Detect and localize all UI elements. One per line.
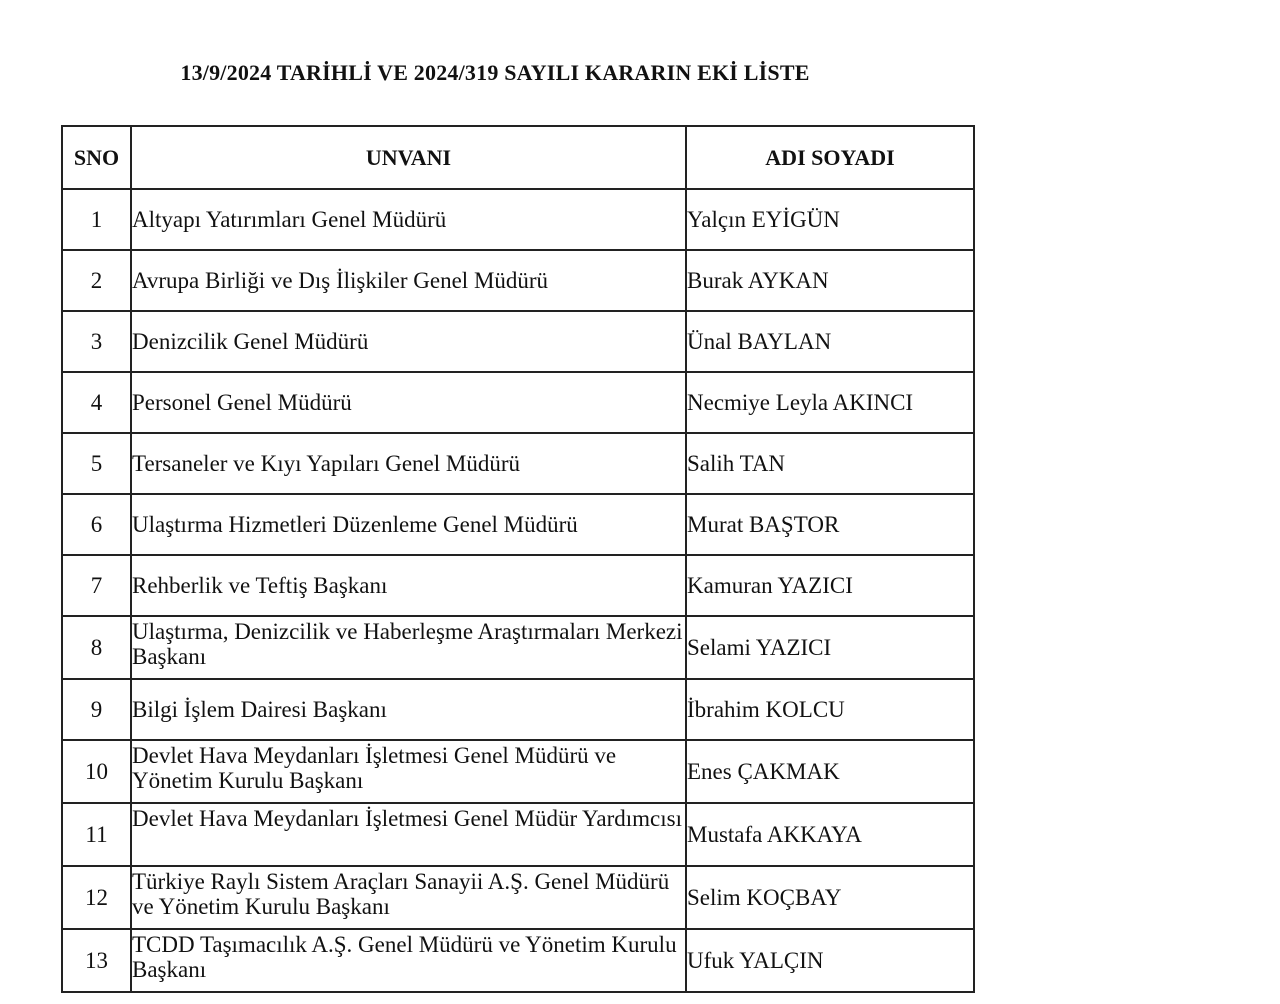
row-unvani: Avrupa Birliği ve Dış İlişkiler Genel Müdürü: [131, 250, 686, 311]
table-row: [62, 679, 974, 740]
row-sno: 4: [62, 372, 131, 433]
row-unvani: Ulaştırma Hizmetleri Düzenleme Genel Müdürü: [131, 494, 686, 555]
row-unvani: Rehberlik ve Teftiş Başkanı: [131, 555, 686, 616]
row-adi-soyadi: Mustafa AKKAYA: [686, 803, 974, 866]
header-sno: SNO: [62, 126, 131, 189]
row-unvani: Personel Genel Müdürü: [131, 372, 686, 433]
row-adi-soyadi: Selim KOÇBAY: [686, 866, 974, 929]
row-adi-soyadi: İbrahim KOLCU: [686, 679, 974, 740]
row-sno: 6: [62, 494, 131, 555]
row-unvani: Bilgi İşlem Dairesi Başkanı: [131, 679, 686, 740]
row-adi-soyadi: Necmiye Leyla AKINCI: [686, 372, 974, 433]
table-row: [62, 250, 974, 311]
row-unvani: Altyapı Yatırımları Genel Müdürü: [131, 189, 686, 250]
row-sno: 1: [62, 189, 131, 250]
table-row: [62, 740, 974, 803]
document-title: 13/9/2024 TARİHLİ VE 2024/319 SAYILI KARARIN EKİ LİSTE: [180, 60, 810, 85]
row-adi-soyadi: Burak AYKAN: [686, 250, 974, 311]
row-sno: 9: [62, 679, 131, 740]
row-sno: 2: [62, 250, 131, 311]
table-row: [62, 189, 974, 250]
row-unvani: Devlet Hava Meydanları İşletmesi Genel Müdür Yardımcısı: [131, 803, 686, 866]
row-sno: 5: [62, 433, 131, 494]
header-unvani: UNVANI: [131, 126, 686, 189]
table-row: [62, 866, 974, 929]
table-row: [62, 433, 974, 494]
row-sno: 12: [62, 866, 131, 929]
row-adi-soyadi: Ufuk YALÇIN: [686, 929, 974, 992]
row-adi-soyadi: Selami YAZICI: [686, 616, 974, 679]
row-unvani: Denizcilik Genel Müdürü: [131, 311, 686, 372]
table-row: [62, 616, 974, 679]
row-sno: 11: [62, 803, 131, 866]
row-sno: 7: [62, 555, 131, 616]
row-unvani: Tersaneler ve Kıyı Yapıları Genel Müdürü: [131, 433, 686, 494]
table-row: [62, 555, 974, 616]
row-sno: 3: [62, 311, 131, 372]
row-adi-soyadi: Yalçın EYİGÜN: [686, 189, 974, 250]
row-adi-soyadi: Murat BAŞTOR: [686, 494, 974, 555]
table-row: [62, 311, 974, 372]
appointment-list-table: [61, 125, 975, 993]
table-row: [62, 494, 974, 555]
table-row: [62, 372, 974, 433]
row-adi-soyadi: Kamuran YAZICI: [686, 555, 974, 616]
row-sno: 10: [62, 740, 131, 803]
row-adi-soyadi: Enes ÇAKMAK: [686, 740, 974, 803]
row-adi-soyadi: Salih TAN: [686, 433, 974, 494]
row-sno: 8: [62, 616, 131, 679]
table-row: [62, 803, 974, 866]
row-unvani: Devlet Hava Meydanları İşletmesi Genel Müdürü ve Yönetim Kurulu Başkanı: [131, 740, 686, 803]
row-unvani: Türkiye Raylı Sistem Araçları Sanayii A.Ş. Genel Müdürü ve Yönetim Kurulu Başkanı: [131, 866, 686, 929]
table-header-row: [62, 126, 974, 189]
header-adi-soyadi: ADI SOYADI: [686, 126, 974, 189]
row-unvani: TCDD Taşımacılık A.Ş. Genel Müdürü ve Yönetim Kurulu Başkanı: [131, 929, 686, 992]
row-unvani: Ulaştırma, Denizcilik ve Haberleşme Araştırmaları Merkezi Başkanı: [131, 616, 686, 679]
table-row: [62, 929, 974, 992]
row-sno: 13: [62, 929, 131, 992]
row-adi-soyadi: Ünal BAYLAN: [686, 311, 974, 372]
